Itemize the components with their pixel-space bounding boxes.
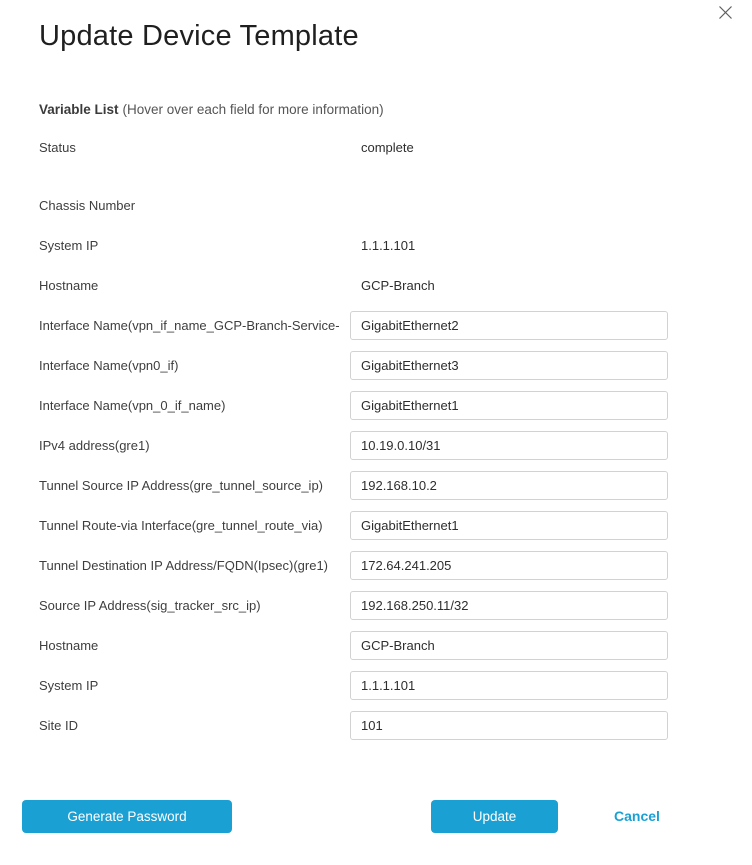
close-icon	[718, 5, 733, 25]
field-label: IPv4 address(gre1)	[39, 437, 150, 453]
field-label: Tunnel Route-via Interface(gre_tunnel_route_via)	[39, 517, 323, 533]
field-label: Chassis Number	[39, 197, 136, 213]
field-input[interactable]	[350, 311, 668, 340]
form-row	[39, 665, 668, 705]
field-input[interactable]	[350, 671, 668, 700]
form-row	[39, 185, 668, 225]
field-value: GCP-Branch	[361, 277, 435, 293]
field-value: 1.1.1.101	[361, 237, 416, 253]
field-input[interactable]	[350, 631, 668, 660]
variable-list-header	[39, 102, 384, 117]
field-label: Hostname	[39, 277, 99, 293]
form-row	[39, 225, 668, 265]
page-title: Update Device Template	[39, 20, 359, 52]
update-button[interactable]: Update	[431, 800, 558, 833]
section-hint: (Hover over each field for more information)	[122, 102, 384, 117]
field-input[interactable]	[350, 471, 668, 500]
field-label: Hostname	[39, 637, 99, 653]
section-title: Variable List	[39, 102, 119, 117]
field-label: Interface Name(vpn_if_name_GCP-Branch-Service-	[39, 317, 340, 333]
form-rows	[39, 127, 668, 745]
field-input[interactable]	[350, 711, 668, 740]
close-button[interactable]	[716, 6, 734, 24]
form-row	[39, 425, 668, 465]
form-row	[39, 625, 668, 665]
form-row	[39, 465, 668, 505]
field-label: Status	[39, 139, 76, 155]
field-input[interactable]	[350, 351, 668, 380]
footer-actions	[0, 800, 752, 833]
form-row	[39, 545, 668, 585]
form-row	[39, 305, 668, 345]
form-row	[39, 505, 668, 545]
generate-password-button[interactable]: Generate Password	[22, 800, 232, 833]
field-label: Source IP Address(sig_tracker_src_ip)	[39, 597, 261, 613]
field-value: complete	[361, 139, 414, 155]
field-label: Tunnel Destination IP Address/FQDN(Ipsec)(gre1)	[39, 557, 329, 573]
field-label: Site ID	[39, 717, 79, 733]
form-row	[39, 345, 668, 385]
cancel-link[interactable]: Cancel	[614, 808, 660, 824]
field-input[interactable]	[350, 591, 668, 620]
field-label: Interface Name(vpn_0_if_name)	[39, 397, 226, 413]
form-row	[39, 585, 668, 625]
form-row	[39, 265, 668, 305]
field-label: System IP	[39, 237, 99, 253]
field-label: Interface Name(vpn0_if)	[39, 357, 179, 373]
form-row	[39, 705, 668, 745]
field-input[interactable]	[350, 551, 668, 580]
field-input[interactable]	[350, 391, 668, 420]
field-label: System IP	[39, 677, 99, 693]
form-row	[39, 127, 668, 167]
form-row	[39, 385, 668, 425]
field-input[interactable]	[350, 431, 668, 460]
field-label: Tunnel Source IP Address(gre_tunnel_source_ip)	[39, 477, 324, 493]
field-input[interactable]	[350, 511, 668, 540]
